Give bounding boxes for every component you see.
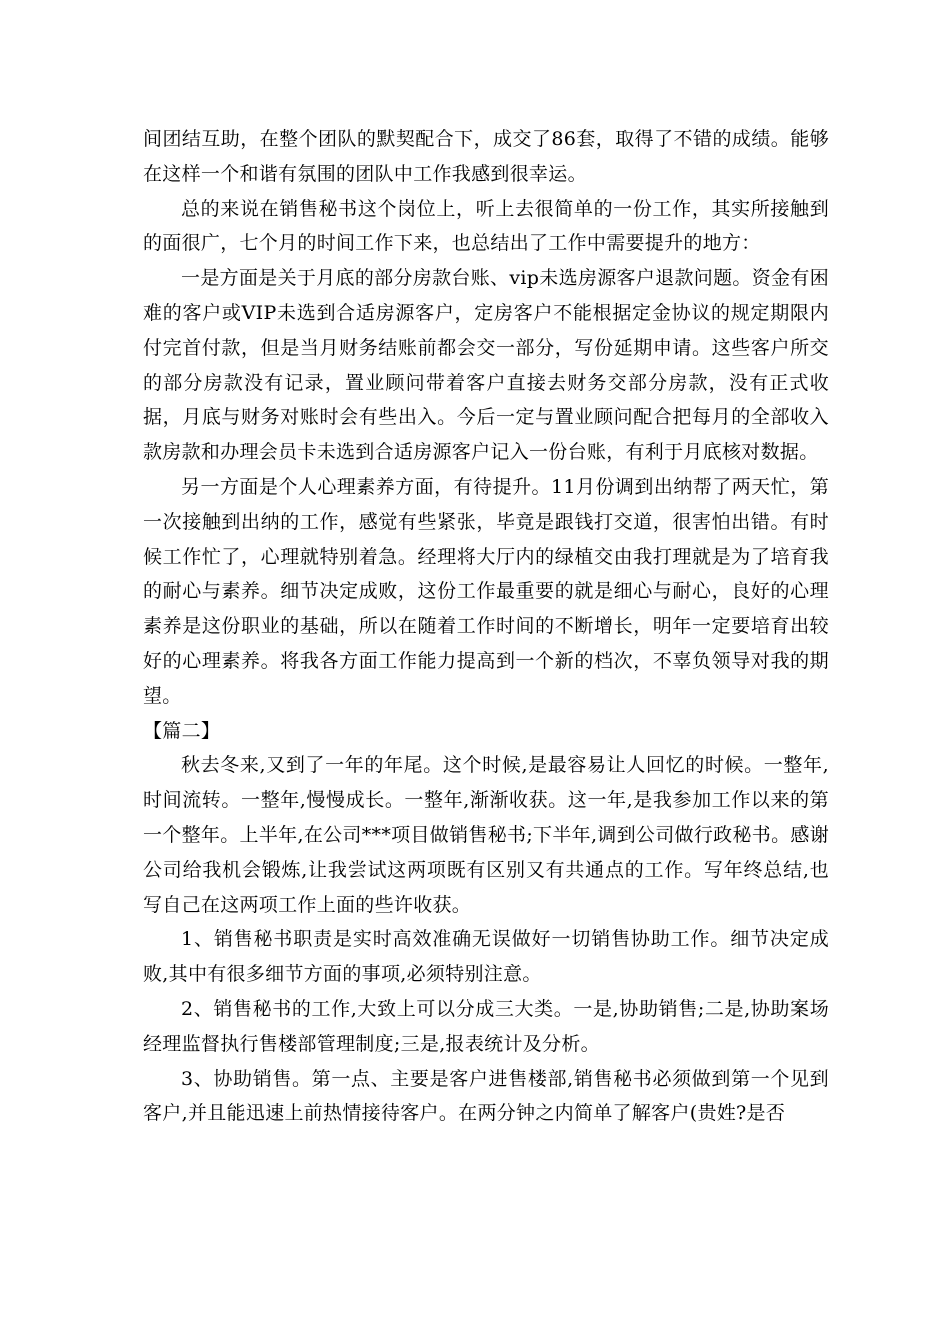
paragraph-2: 总的来说在销售秘书这个岗位上，听上去很简单的一份工作，其实所接触到的面很广，七个月的时间工作下来，也总结出了工作中需要提升的地方：	[143, 197, 829, 255]
section-paragraph-4: 3、协助销售。第一点、主要是客户进售楼部,销售秘书必须做到第一个见到客户,并且能迅速上前热情接待客户。在两分钟之内简单了解客户(贵姓?是否	[143, 1067, 829, 1125]
document-page	[143, 122, 829, 1131]
section-heading: 【篇二】	[143, 719, 221, 742]
section-paragraph-2: 1、销售秘书职责是实时高效准确无误做好一切销售协助工作。细节决定成败,其中有很多细节方面的事项,必须特别注意。	[143, 928, 829, 986]
paragraph-1: 间团结互助，在整个团队的默契配合下，成交了86套，取得了不错的成绩。能够在这样一个和谐有氛围的团队中工作我感到很幸运。	[143, 128, 829, 185]
section-paragraph-1: 秋去冬来,又到了一年的年尾。这个时候,是最容易让人回忆的时候。一整年,时间流转。一整年,慢慢成长。一整年,渐渐收获。这一年,是我参加工作以来的第一个整年。上半年,在公司***项目做销售秘书;下半年,调到公司做行政秘书。感谢公司给我机会锻炼,让我尝试这两项既有区别又有共通点的工作。写年终总结,也写自己在这两项工作上面的些许收获。	[143, 754, 829, 916]
paragraph-3: 一是方面是关于月底的部分房款台账、vip未选房源客户退款问题。资金有困难的客户或VIP未选到合适房源客户，定房客户不能根据定金协议的规定期限内付完首付款，但是当月财务结账前都会交一部分，写份延期申请。这些客户所交的部分房款没有记录，置业顾问带着客户直接去财务交部分房款，没有正式收据，月底与财务对账时会有些出入。今后一定与置业顾问配合把每月的全部收入款房款和办理会员卡未选到合适房源客户记入一份台账，有利于月底核对数据。	[143, 267, 829, 464]
section-paragraph-3: 2、销售秘书的工作,大致上可以分成三大类。一是,协助销售;二是,协助案场经理监督执行售楼部管理制度;三是,报表统计及分析。	[143, 997, 829, 1055]
paragraph-4: 另一方面是个人心理素养方面，有待提升。11月份调到出纳帮了两天忙，第一次接触到出纳的工作，感觉有些紧张，毕竟是跟钱打交道，很害怕出错。有时候工作忙了，心理就特别着急。经理将大厅内的绿植交由我打理就是为了培育我的耐心与素养。细节决定成败，这份工作最重要的就是细心与耐心，良好的心理素养是这份职业的基础，所以在随着工作时间的不断增长，明年一定要培育出较好的心理素养。将我各方面工作能力提高到一个新的档次，不辜负领导对我的期望。	[143, 475, 829, 707]
